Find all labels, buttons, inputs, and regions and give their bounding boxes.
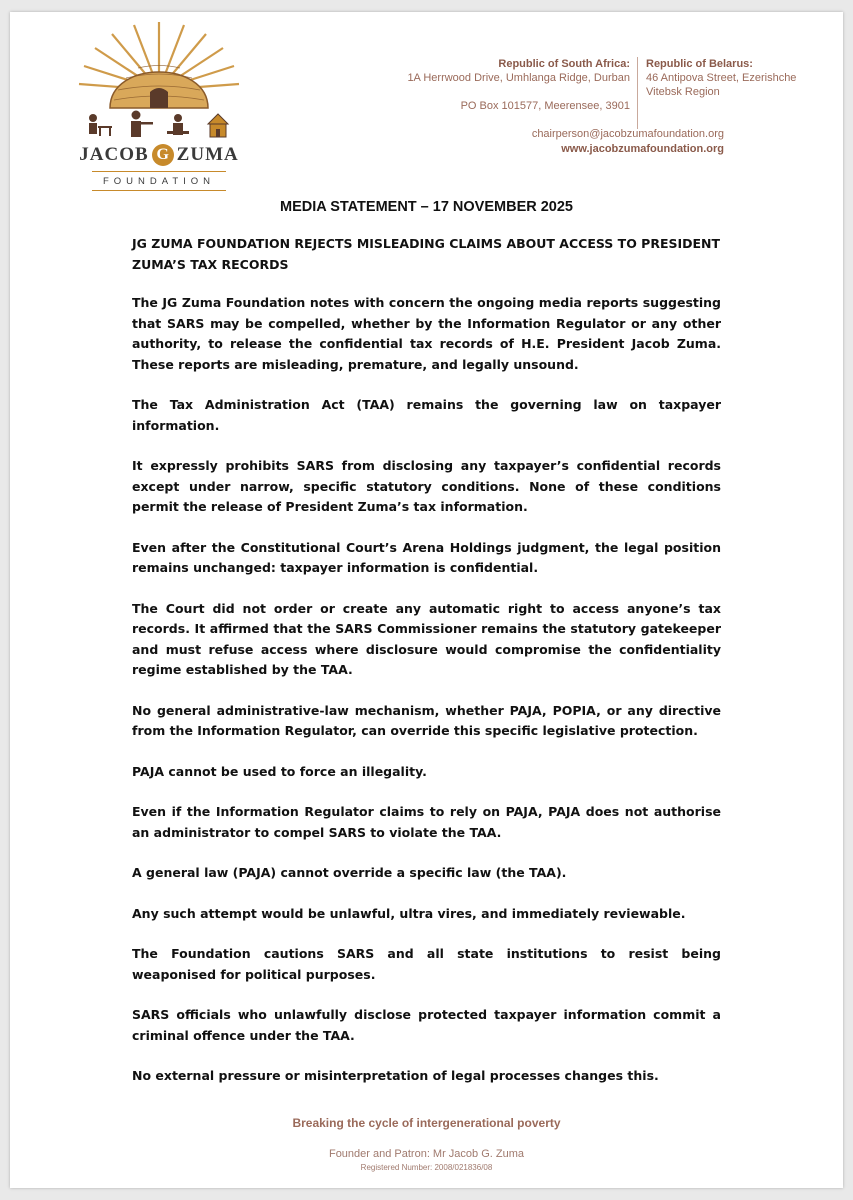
paragraph-6: No general administrative-law mechanism, whether PAJA, POPIA, or any directive from the Information Regulator, can override this specific legislative protection.: [132, 702, 721, 738]
paragraph-3: It expressly prohibits SARS from disclosing any taxpayer’s confidential records except under narrow, specific statutory conditions. None of these conditions permit the release of President Zuma’s tax information.: [132, 458, 721, 514]
paragraph-2: The Tax Administration Act (TAA) remains the governing law on taxpayer information.: [132, 397, 721, 433]
paragraph-4: Even after the Constitutional Court’s Arena Holdings judgment, the legal position remains unchanged: taxpayer information is confidential.: [132, 539, 721, 575]
address-sa-line2: PO Box 101577, Meerensee, 3901: [460, 100, 630, 112]
statement-title: JG ZUMA FOUNDATION REJECTS MISLEADING CLAIMS ABOUT ACCESS TO PRESIDENT ZUMA’S TAX RECORDS: [132, 236, 721, 272]
paragraph-13: No external pressure or misinterpretation of legal processes changes this.: [132, 1068, 659, 1083]
paragraph-12: SARS officials who unlawfully disclose protected taxpayer information commit a criminal offence under the TAA.: [132, 1007, 721, 1043]
foundation-logo: [70, 20, 248, 195]
paragraph-8: Even if the Information Regulator claims to rely on PAJA, PAJA does not authorise an administrator to compel SARS to violate the TAA.: [132, 804, 721, 840]
address-belarus: [646, 57, 796, 99]
logo-name-right: ZUMA: [176, 144, 239, 165]
address-by-title: Republic of Belarus:: [646, 58, 753, 70]
paragraph-1: The JG Zuma Foundation notes with concern the ongoing media reports suggesting that SARS may be compelled, whether by the Information Regulator or any other authority, to release the confidential tax records of H.E. President Jacob Zuma. These reports are misleading, premature, and legally unsound.: [132, 295, 721, 372]
paragraph-9: A general law (PAJA) cannot override a specific law (the TAA).: [132, 865, 567, 880]
paragraph-11: The Foundation cautions SARS and all state institutions to resist being weaponised for political purposes.: [132, 946, 721, 982]
address-by-line1: 46 Antipova Street, Ezerishche: [646, 72, 797, 84]
email-link[interactable]: chairperson@jacobzumafoundation.org: [531, 128, 724, 140]
logo-subtitle: FOUNDATION: [102, 176, 216, 187]
address-by-line2: Vitebsk Region: [646, 86, 720, 98]
address-sa-title: Republic of South Africa:: [498, 58, 630, 70]
logo-rule-top: [92, 171, 226, 172]
statement-body: [132, 234, 721, 1107]
footer-founder: Founder and Patron: Mr Jacob G. Zuma: [328, 1148, 525, 1160]
address-divider: [637, 57, 638, 129]
logo-name-left: JACOB: [79, 144, 149, 165]
statement-heading: MEDIA STATEMENT – 17 NOVEMBER 2025: [279, 199, 574, 215]
website-link[interactable]: www.jacobzumafoundation.org: [561, 143, 724, 155]
footer-tagline: Breaking the cycle of intergenerational poverty: [292, 1116, 561, 1130]
hut-emblem-icon: [70, 20, 248, 144]
logo-name: [70, 144, 248, 166]
address-south-africa: [407, 57, 630, 113]
paragraph-5: The Court did not order or create any automatic right to access anyone’s tax records. It affirmed that the SARS Commissioner remains the statutory gatekeeper and must refuse access where disclosure would compromise the confidentiality regime established by the TAA.: [132, 600, 721, 677]
address-sa-line1: 1A Herrwood Drive, Umhlanga Ridge, Durban: [407, 72, 630, 84]
footer-registration-number: Registered Number: 2008/021836/08: [360, 1163, 493, 1172]
logo-g-badge: G: [152, 144, 174, 166]
document-page: [10, 12, 843, 1188]
logo-rule-bottom: [92, 190, 226, 191]
paragraph-7: PAJA cannot be used to force an illegality.: [132, 763, 427, 779]
paragraph-10: Any such attempt would be unlawful, ultra vires, and immediately reviewable.: [132, 905, 686, 921]
contact-block: [532, 127, 724, 157]
